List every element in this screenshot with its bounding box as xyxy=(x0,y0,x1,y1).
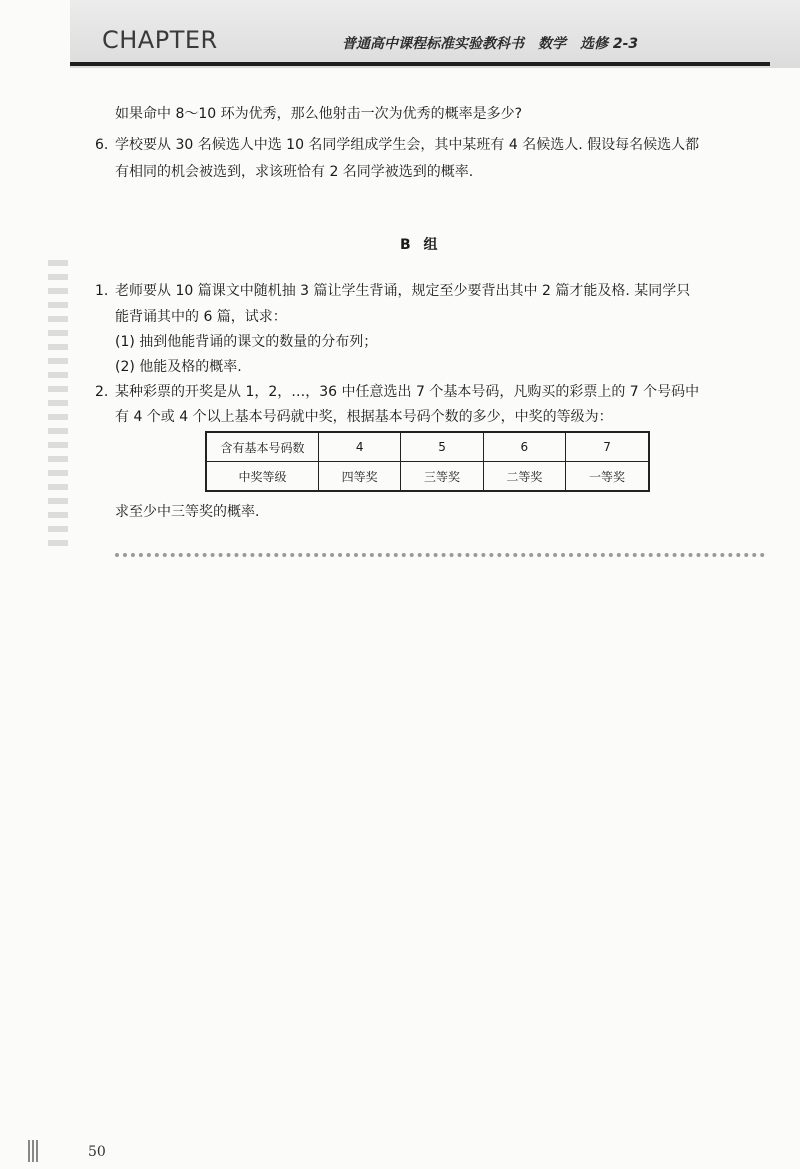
table-cell: 5 xyxy=(401,432,483,462)
question-b1-line-1: 老师要从 10 篇课文中随机抽 3 篇让学生背诵，规定至少要背出其中 2 篇才能及格. 某同学只 xyxy=(115,283,691,299)
question-6-line-1: 学校要从 30 名候选人中选 10 名同学组成学生会，其中某班有 4 名候选人. 假设每名候选人都 xyxy=(115,137,700,153)
table-cell: 一等奖 xyxy=(566,462,649,492)
footer-mark xyxy=(28,1140,38,1162)
question-b1-number: 1. xyxy=(95,283,109,299)
section-heading: B 组 xyxy=(400,237,442,253)
table-cell: 二等奖 xyxy=(483,462,565,492)
table-cell: 6 xyxy=(483,432,565,462)
question-b2-ask: 求至少中三等奖的概率. xyxy=(115,504,260,520)
table-cell: 4 xyxy=(319,432,401,462)
table-row-header: 中奖等级 xyxy=(206,462,319,492)
table-cell: 三等奖 xyxy=(401,462,483,492)
chapter-label: CHAPTER xyxy=(102,26,218,54)
table-row-header: 含有基本号码数 xyxy=(206,432,319,462)
question-b2-line-2: 有 4 个或 4 个以上基本号码就中奖，根据基本号码个数的多少，中奖的等级为： xyxy=(115,409,613,425)
question-b1-part-2: (2) 他能及格的概率. xyxy=(115,359,242,375)
prize-table xyxy=(205,431,650,492)
question-5-continuation: 如果命中 8～10 环为优秀，那么他射击一次为优秀的概率是多少? xyxy=(115,106,523,122)
section-end-rule xyxy=(115,553,765,557)
question-b2-line-1: 某种彩票的开奖是从 1，2，…，36 中任意选出 7 个基本号码，凡购买的彩票上的 7 个号码中 xyxy=(115,384,700,400)
page-number: 50 xyxy=(88,1144,106,1160)
book-title: 普通高中课程标准实验教科书 数学 选修 2-3 xyxy=(342,36,639,52)
table-row xyxy=(206,432,649,462)
question-6-number: 6. xyxy=(95,137,109,153)
table-cell: 7 xyxy=(566,432,649,462)
question-b1-part-1: (1) 抽到他能背诵的课文的数量的分布列； xyxy=(115,334,378,350)
question-b2-number: 2. xyxy=(95,384,109,400)
table-cell: 四等奖 xyxy=(319,462,401,492)
margin-marks xyxy=(48,260,68,550)
question-6-line-2: 有相同的机会被选到，求该班恰有 2 名同学被选到的概率. xyxy=(115,164,474,180)
table-row xyxy=(206,462,649,492)
question-b1-line-2: 能背诵其中的 6 篇，试求： xyxy=(115,309,287,325)
header-rule xyxy=(70,62,770,66)
